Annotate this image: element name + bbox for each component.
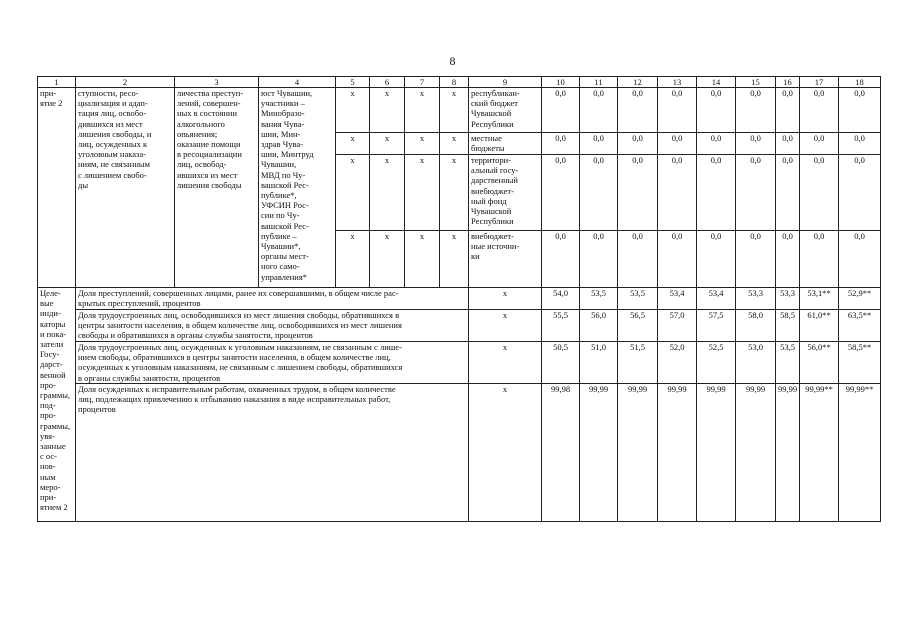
activity-goal: ступности, ресо- циализация и адап- тация лиц, освобо- дившихся из мест лишения свободы, и лиц, осужденных к уголовным наказа- ниям, не связанным с лишением свобо- ды	[78, 88, 152, 190]
value-cell: 0,0	[697, 155, 736, 231]
header-cell: 10	[542, 77, 580, 88]
value-cell: 53,4	[697, 288, 736, 310]
value-cell: 99,99	[736, 384, 776, 522]
value-cell: 56,0**	[800, 342, 839, 384]
header-cell: 8	[440, 77, 469, 88]
indicator-text-cell	[76, 384, 469, 522]
indicator-text-cell	[76, 288, 469, 310]
value-cell: 0,0	[697, 133, 736, 155]
value-cell: 0,0	[839, 88, 881, 133]
value-cell: 0,0	[618, 133, 658, 155]
indicator-text: Доля трудоустроенных лиц, освободившихся из мест лишения свободы, обратившихся в центры занятости населения, в общем количестве лиц, освободившихся из мест лишения свободы и обратившихся в органы службы занятости, процентов	[78, 310, 402, 341]
value-cell: 0,0	[618, 155, 658, 231]
funding-source-cell	[469, 231, 542, 288]
value-cell: 53,5	[618, 288, 658, 310]
value-cell: 0,0	[658, 155, 697, 231]
value-cell: 0,0	[618, 231, 658, 288]
header-cell: 15	[736, 77, 776, 88]
indicator-text-cell	[76, 342, 469, 384]
header-cell: 3	[175, 77, 259, 88]
value-cell: 53,1**	[800, 288, 839, 310]
activity-executors: юст Чувашии, участники – Минобразо- вания Чува- шии, Мин- здрав Чува- шии, Минтруд Чувашии, МВД по Чу- вашской Рес- публике*, УФСИН Рос- сии по Чу- вашской Рес- публике – Чувашии*, органы мест- ного само- управления*	[261, 88, 314, 282]
header-row	[38, 77, 881, 88]
value-cell: 54,0	[542, 288, 580, 310]
value-cell: 0,0	[542, 133, 580, 155]
activity-label-cell	[38, 88, 76, 288]
indicator-row	[38, 310, 881, 342]
value-cell: 58,5**	[839, 342, 881, 384]
code-cell: х	[370, 155, 405, 231]
indicator-text: Доля преступлений, совершенных лицами, ранее их совершавшими, в общем числе рас- крытых преступлений, процентов	[78, 288, 399, 309]
header-cell: 9	[469, 77, 542, 88]
code-cell: х	[405, 88, 440, 133]
funding-source: внебюджет- ные источни- ки	[471, 231, 520, 262]
value-cell: 0,0	[736, 88, 776, 133]
code-cell: х	[336, 133, 370, 155]
funding-source-cell	[469, 155, 542, 231]
header-cell: 6	[370, 77, 405, 88]
indicator-text: Доля трудоустроенных лиц, осужденных к уголовным наказаниям, не связанным с лише- нием свободы, обратившихся в центры занятости населения, в общем количестве лиц, осужденных к уголовным наказаниям, не связанным с лишением свободы, обратившихся в органы службы занятости, процентов	[78, 342, 403, 383]
header-cell: 12	[618, 77, 658, 88]
header-cell: 4	[259, 77, 336, 88]
funding-source: республикан- ский бюджет Чувашской Республики	[471, 88, 520, 129]
code-cell: х	[370, 231, 405, 288]
code-cell: х	[336, 155, 370, 231]
value-cell: 51,5	[618, 342, 658, 384]
indicator-text-cell	[76, 310, 469, 342]
value-cell: 57,0	[658, 310, 697, 342]
value-cell: 0,0	[736, 231, 776, 288]
header-cell: 5	[336, 77, 370, 88]
value-cell: 99,98	[542, 384, 580, 522]
indicators-label: Целе- вые инди- каторы и пока- затели Госу- дарст- венной про- граммы, под- про- граммы, увя- занные с ос- нов- ным меро- при- ятием 2	[40, 288, 71, 513]
code-cell: х	[405, 231, 440, 288]
value-cell: 0,0	[658, 133, 697, 155]
indicators-label-cell	[38, 288, 76, 522]
value-cell: 0,0	[580, 231, 618, 288]
header-cell: 2	[76, 77, 175, 88]
value-cell: 99,99	[658, 384, 697, 522]
value-cell: 0,0	[542, 231, 580, 288]
indicator-x-cell: х	[469, 342, 542, 384]
activity-goal-cell	[76, 88, 175, 288]
code-cell: х	[336, 88, 370, 133]
activity-label: при- ятие 2	[40, 88, 63, 109]
value-cell: 99,99	[580, 384, 618, 522]
header-cell: 14	[697, 77, 736, 88]
value-cell: 0,0	[776, 155, 800, 231]
value-cell: 0,0	[839, 155, 881, 231]
value-cell: 0,0	[697, 231, 736, 288]
value-cell: 57,5	[697, 310, 736, 342]
value-cell: 99,99**	[800, 384, 839, 522]
indicator-row	[38, 384, 881, 522]
value-cell: 58,5	[776, 310, 800, 342]
value-cell: 0,0	[736, 133, 776, 155]
activity-tasks-cell	[175, 88, 259, 288]
value-cell: 0,0	[776, 88, 800, 133]
page-number: 8	[449, 54, 456, 68]
header-cell: 1	[38, 77, 76, 88]
funding-source-cell	[469, 88, 542, 133]
code-cell: х	[440, 155, 469, 231]
header-cell: 17	[800, 77, 839, 88]
program-table	[37, 76, 881, 522]
activity-executors-cell	[259, 88, 336, 288]
value-cell: 53,5	[776, 342, 800, 384]
header-cell: 13	[658, 77, 697, 88]
indicator-x-cell: х	[469, 288, 542, 310]
value-cell: 99,99	[776, 384, 800, 522]
value-cell: 0,0	[839, 231, 881, 288]
value-cell: 53,5	[580, 288, 618, 310]
value-cell: 55,5	[542, 310, 580, 342]
value-cell: 50,5	[542, 342, 580, 384]
code-cell: х	[370, 133, 405, 155]
value-cell: 53,3	[776, 288, 800, 310]
header-cell: 18	[839, 77, 881, 88]
value-cell: 0,0	[580, 155, 618, 231]
value-cell: 61,0**	[800, 310, 839, 342]
code-cell: х	[440, 133, 469, 155]
indicator-row	[38, 288, 881, 310]
value-cell: 52,5	[697, 342, 736, 384]
value-cell: 0,0	[736, 155, 776, 231]
value-cell: 58,0	[736, 310, 776, 342]
value-cell: 0,0	[697, 88, 736, 133]
header-cell: 16	[776, 77, 800, 88]
value-cell: 0,0	[542, 155, 580, 231]
value-cell: 52,0	[658, 342, 697, 384]
code-cell: х	[440, 231, 469, 288]
code-cell: х	[336, 231, 370, 288]
indicator-x-cell: х	[469, 384, 542, 522]
value-cell: 56,0	[580, 310, 618, 342]
indicator-row	[38, 342, 881, 384]
code-cell: х	[370, 88, 405, 133]
code-cell: х	[440, 88, 469, 133]
funding-source: территори- альный госу- дарственный внебюджет- ный фонд Чувашской Республики	[471, 155, 519, 227]
value-cell: 0,0	[776, 133, 800, 155]
value-cell: 53,3	[736, 288, 776, 310]
value-cell: 99,99	[618, 384, 658, 522]
funding-row	[38, 88, 881, 133]
header-cell: 7	[405, 77, 440, 88]
value-cell: 0,0	[800, 133, 839, 155]
indicator-text: Доля осужденных к исправительным работам, охваченных трудом, в общем количестве лиц, подлежащих привлечению к отбыванию наказания в виде исправительных работ, процентов	[78, 384, 396, 415]
value-cell: 0,0	[776, 231, 800, 288]
value-cell: 51,0	[580, 342, 618, 384]
value-cell: 52,9**	[839, 288, 881, 310]
value-cell: 53,0	[736, 342, 776, 384]
value-cell: 0,0	[542, 88, 580, 133]
value-cell: 0,0	[580, 88, 618, 133]
value-cell: 0,0	[800, 231, 839, 288]
value-cell: 99,99**	[839, 384, 881, 522]
funding-source-cell	[469, 133, 542, 155]
value-cell: 0,0	[618, 88, 658, 133]
value-cell: 0,0	[839, 133, 881, 155]
value-cell: 0,0	[800, 88, 839, 133]
code-cell: х	[405, 155, 440, 231]
activity-tasks: личества преступ- лений, совершен- ных в состоянии алкогольного опьянения; оказание помощи в ресоциализации лиц, освобод- ившихся из мест лишения свободы	[177, 88, 244, 190]
header-cell: 11	[580, 77, 618, 88]
value-cell: 56,5	[618, 310, 658, 342]
value-cell: 0,0	[580, 133, 618, 155]
value-cell: 0,0	[658, 231, 697, 288]
funding-source: местные бюджеты	[471, 133, 505, 154]
value-cell: 0,0	[800, 155, 839, 231]
code-cell: х	[405, 133, 440, 155]
value-cell: 99,99	[697, 384, 736, 522]
value-cell: 63,5**	[839, 310, 881, 342]
value-cell: 0,0	[658, 88, 697, 133]
indicator-x-cell: х	[469, 310, 542, 342]
value-cell: 53,4	[658, 288, 697, 310]
